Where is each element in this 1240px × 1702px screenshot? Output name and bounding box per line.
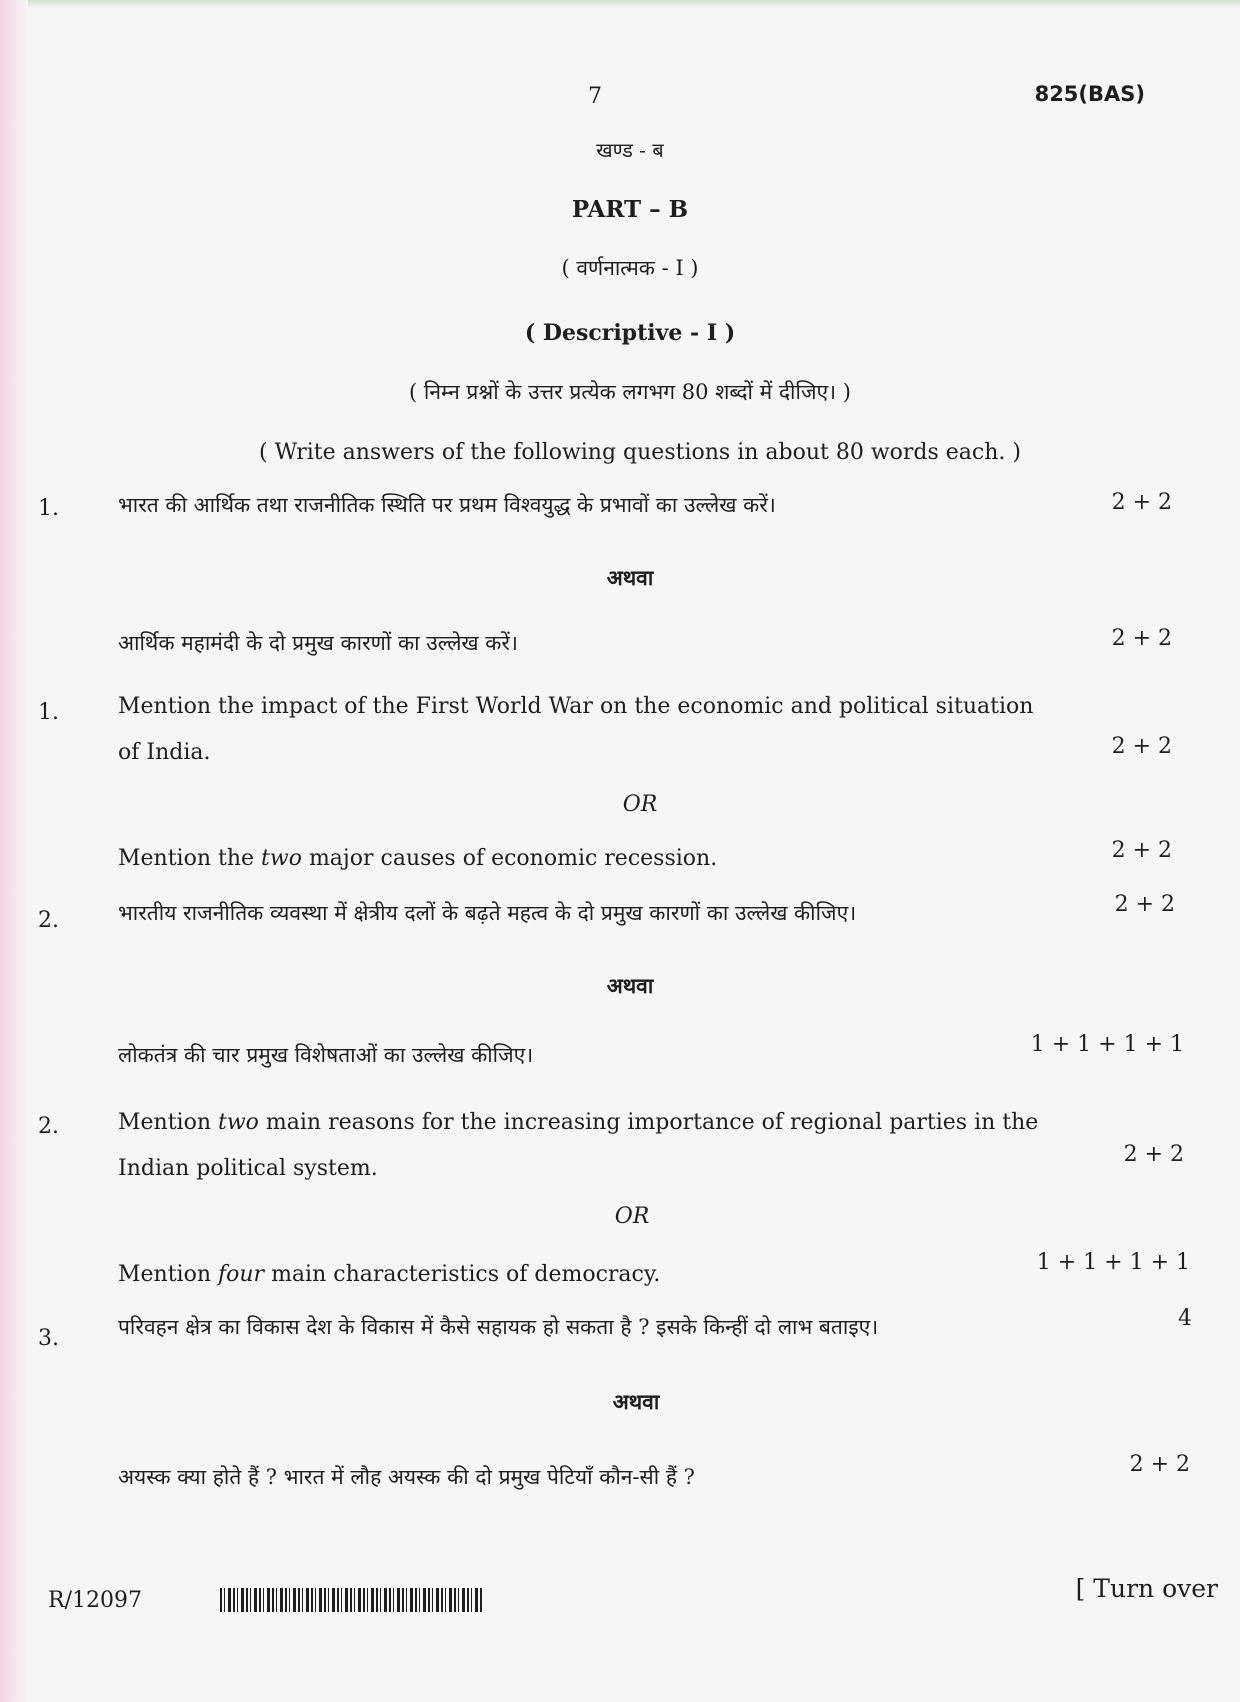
alternative-question-hindi: लोकतंत्र की चार प्रमुख विशेषताओं का उल्लेख कीजिए। [118, 1043, 534, 1067]
alternative-marks: 1 + 1 + 1 + 1 [1036, 1250, 1190, 1275]
question-marks: 2 + 2 [1114, 892, 1175, 917]
alternative-question-english: Mention the two major causes of economic recession. [118, 846, 718, 871]
alternative-question-english: Mention four main characteristics of democracy. [118, 1262, 661, 1287]
alternative-marks: 2 + 2 [1111, 838, 1172, 863]
or-separator-hindi: अथवा [606, 565, 654, 590]
or-separator: OR [622, 792, 658, 817]
alternative-question-hindi: अयस्क क्या होते हैं ? भारत में लौह अयस्क की दो प्रमुख पेटियाँ कौन-सी हैं ? [118, 1465, 695, 1489]
question-text-hindi: परिवहन क्षेत्र का विकास देश के विकास में कैसे सहायक हो सकता है ? इसके किन्हीं दो लाभ बताइए। [118, 1315, 879, 1339]
page-number: 7 [588, 84, 602, 109]
question-number: 2. [38, 908, 59, 933]
paper-code: 825(BAS) [1034, 82, 1145, 106]
alternative-marks: 2 + 2 [1111, 626, 1172, 651]
alternative-marks: 2 + 2 [1129, 1452, 1190, 1477]
question-number: 2. [38, 1114, 59, 1139]
question-text-english-line2: Indian political system. [118, 1156, 378, 1181]
alternative-question-hindi: आर्थिक महामंदी के दो प्रमुख कारणों का उल्लेख करें। [118, 631, 518, 655]
question-text-english-line2: of India. [118, 740, 211, 765]
question-marks: 2 + 2 [1123, 1142, 1184, 1167]
question-text-english: Mention the impact of the First World War on the economic and political situation [118, 694, 1034, 719]
instruction-english: ( Write answers of the following questions in about 80 words each. ) [259, 440, 1021, 465]
question-marks: 2 + 2 [1111, 734, 1172, 759]
section-title-hindi: खण्ड - ब [596, 138, 664, 162]
section-type: ( Descriptive - I ) [524, 320, 736, 346]
question-text-hindi: भारतीय राजनीतिक व्यवस्था में क्षेत्रीय दलों के बढ़ते महत्व के दो प्रमुख कारणों का उल्लेख कीजिए। [118, 901, 857, 925]
section-type-hindi: ( वर्णनात्मक - I ) [561, 256, 699, 280]
alternative-marks: 1 + 1 + 1 + 1 [1030, 1032, 1184, 1057]
question-number: 1. [38, 700, 59, 725]
question-marks: 2 + 2 [1111, 490, 1172, 515]
or-separator: OR [614, 1204, 650, 1229]
or-separator-hindi: अथवा [606, 973, 654, 998]
question-number: 3. [38, 1326, 59, 1351]
question-text-english: Mention two main reasons for the increasing importance of regional parties in the [118, 1110, 1039, 1135]
barcode-icon [220, 1588, 482, 1612]
roll-code: R/12097 [48, 1588, 142, 1613]
turn-over-note: [ Turn over [1075, 1574, 1218, 1603]
question-marks: 4 [1178, 1306, 1192, 1331]
question-text-hindi: भारत की आर्थिक तथा राजनीतिक स्थिति पर प्रथम विश्वयुद्ध के प्रभावों का उल्लेख करें। [118, 493, 776, 517]
page-top-edge [0, 0, 1240, 8]
instruction-hindi: ( निम्न प्रश्नों के उत्तर प्रत्येक लगभग 80 शब्दों में दीजिए। ) [409, 380, 851, 404]
section-title: PART – B [571, 196, 689, 223]
or-separator-hindi: अथवा [612, 1389, 660, 1414]
question-number: 1. [38, 496, 59, 521]
